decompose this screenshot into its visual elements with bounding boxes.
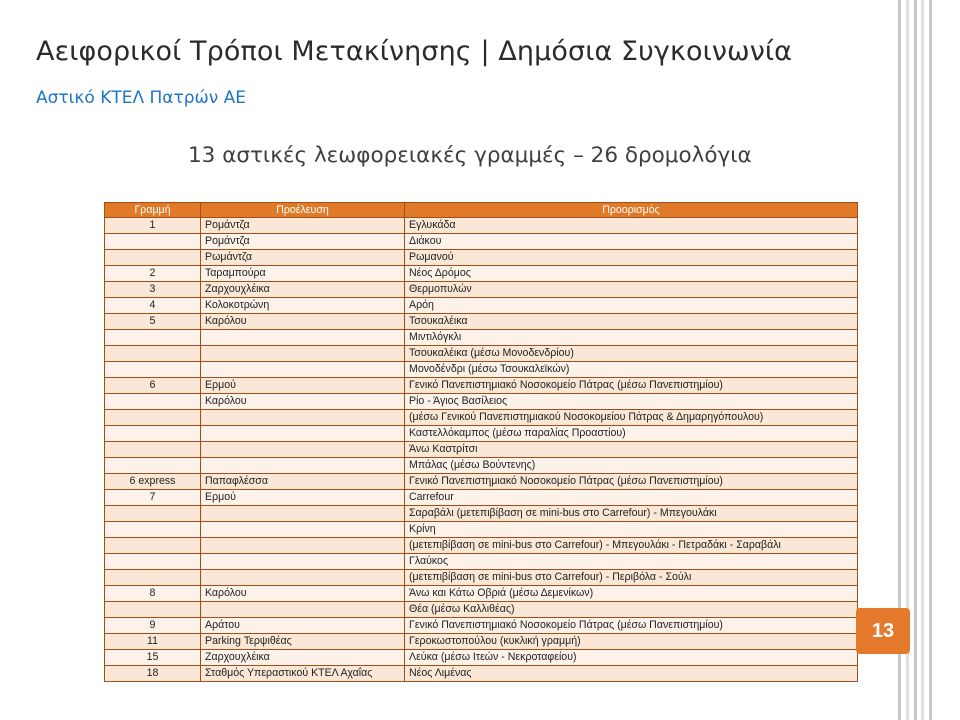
origin-cell (201, 410, 405, 426)
table-row (105, 586, 858, 602)
table-row (105, 330, 858, 346)
origin-cell (201, 538, 405, 554)
table-row (105, 426, 858, 442)
destination-cell: Άνω Καστρίτσι (405, 442, 858, 458)
line-cell (105, 602, 201, 618)
line-cell: 11 (105, 634, 201, 650)
origin-cell: Ζαρχουχλέικα (201, 650, 405, 666)
page-number-badge: 13 (856, 608, 910, 654)
destination-cell: Ρίο - Άγιος Βασίλειος (405, 394, 858, 410)
line-cell (105, 538, 201, 554)
table-row (105, 458, 858, 474)
line-cell: 15 (105, 650, 201, 666)
line-cell: 8 (105, 586, 201, 602)
table-row (105, 394, 858, 410)
table-row (105, 218, 858, 234)
destination-cell: (μέσω Γενικού Πανεπιστημιακού Νοσοκομείου Πάτρας & Δημαρηγόπουλου) (405, 410, 858, 426)
line-cell (105, 522, 201, 538)
origin-cell (201, 506, 405, 522)
destination-cell: Τσουκαλέικα (405, 314, 858, 330)
origin-cell (201, 362, 405, 378)
origin-cell (201, 554, 405, 570)
line-cell: 5 (105, 314, 201, 330)
page-subtitle: Αστικό ΚΤΕΛ Πατρών ΑΕ (36, 88, 247, 108)
routes-table-body (105, 218, 858, 682)
table-row (105, 474, 858, 490)
destination-cell: Άνω και Κάτω Οβριά (μέσω Δεμενίκων) (405, 586, 858, 602)
origin-cell (201, 522, 405, 538)
destination-cell: Γλαύκος (405, 554, 858, 570)
table-row (105, 314, 858, 330)
line-cell (105, 442, 201, 458)
table-row (105, 266, 858, 282)
table-row (105, 570, 858, 586)
line-cell: 1 (105, 218, 201, 234)
header-origin: Προέλευση (201, 203, 405, 218)
line-cell (105, 250, 201, 266)
table-row (105, 346, 858, 362)
origin-cell (201, 442, 405, 458)
origin-cell: Καρόλου (201, 314, 405, 330)
line-cell: 3 (105, 282, 201, 298)
origin-cell: Καρόλου (201, 586, 405, 602)
table-row (105, 522, 858, 538)
table-row (105, 666, 858, 682)
table-row (105, 618, 858, 634)
section-heading: 13 αστικές λεωφορειακές γραμμές – 26 δρομολόγια (188, 143, 752, 168)
line-cell: 2 (105, 266, 201, 282)
table-row (105, 378, 858, 394)
line-cell (105, 426, 201, 442)
destination-cell: Μονοδένδρι (μέσω Τσουκαλεϊκών) (405, 362, 858, 378)
destination-cell: Μπάλας (μέσω Βούντενης) (405, 458, 858, 474)
line-cell (105, 506, 201, 522)
origin-cell: Ερμού (201, 490, 405, 506)
destination-cell: Νέος Δρόμος (405, 266, 858, 282)
destination-cell: Θερμοπυλών (405, 282, 858, 298)
destination-cell: Carrefour (405, 490, 858, 506)
line-cell (105, 234, 201, 250)
destination-cell: Τσουκαλέικα (μέσω Μονοδενδρίου) (405, 346, 858, 362)
origin-cell: Καρόλου (201, 394, 405, 410)
destination-cell: (μετεπιβίβαση σε mini-bus στο Carrefour) - Μπεγουλάκι - Πετραδάκι - Σαραβάλι (405, 538, 858, 554)
line-cell (105, 362, 201, 378)
origin-cell (201, 458, 405, 474)
line-cell: 7 (105, 490, 201, 506)
table-row (105, 506, 858, 522)
table-row (105, 282, 858, 298)
destination-cell: Γενικό Πανεπιστημιακό Νοσοκομείο Πάτρας (μέσω Πανεπιστημίου) (405, 378, 858, 394)
routes-table (104, 202, 858, 682)
line-cell (105, 554, 201, 570)
origin-cell: Ζαρχουχλέικα (201, 282, 405, 298)
destination-cell: Εγλυκάδα (405, 218, 858, 234)
line-cell (105, 458, 201, 474)
destination-cell: Γεροκωστοπούλου (κυκλική γραμμή) (405, 634, 858, 650)
origin-cell: Ρωμάντζα (201, 250, 405, 266)
destination-cell: Κρίνη (405, 522, 858, 538)
destination-cell: Αρόη (405, 298, 858, 314)
destination-cell: Μιντιλόγκλι (405, 330, 858, 346)
origin-cell: Αράτου (201, 618, 405, 634)
table-header-row (105, 203, 858, 218)
table-row (105, 410, 858, 426)
origin-cell: Κολοκοτρώνη (201, 298, 405, 314)
line-cell: 18 (105, 666, 201, 682)
destination-cell: Νέος Λιμένας (405, 666, 858, 682)
line-cell (105, 346, 201, 362)
table-row (105, 250, 858, 266)
table-row (105, 538, 858, 554)
origin-cell: Ταραμπούρα (201, 266, 405, 282)
line-cell: 6 express (105, 474, 201, 490)
line-cell: 6 (105, 378, 201, 394)
page-title: Αειφορικοί Τρόποι Μετακίνησης | Δημόσια Συγκοινωνία (36, 36, 793, 67)
line-cell (105, 570, 201, 586)
origin-cell: Ρομάντζα (201, 218, 405, 234)
line-cell (105, 330, 201, 346)
line-cell: 4 (105, 298, 201, 314)
destination-cell: Ρωμανού (405, 250, 858, 266)
origin-cell (201, 570, 405, 586)
destination-cell: Καστελλόκαμπος (μέσω παραλίας Προαστίου) (405, 426, 858, 442)
origin-cell: Ερμού (201, 378, 405, 394)
origin-cell: Parking Τερψιθέας (201, 634, 405, 650)
line-cell (105, 410, 201, 426)
table-row (105, 442, 858, 458)
table-row (105, 490, 858, 506)
origin-cell (201, 330, 405, 346)
destination-cell: Σαραβάλι (μετεπιβίβαση σε mini-bus στο Carrefour) - Μπεγουλάκι (405, 506, 858, 522)
destination-cell: Διάκου (405, 234, 858, 250)
header-line: Γραμμή (105, 203, 201, 218)
table-row (105, 234, 858, 250)
table-row (105, 298, 858, 314)
origin-cell: Σταθμός Υπεραστικού ΚΤΕΛ Αχαΐας (201, 666, 405, 682)
header-destination: Προορισμός (405, 203, 858, 218)
destination-cell: Θέα (μέσω Καλλιθέας) (405, 602, 858, 618)
origin-cell: Παπαφλέσσα (201, 474, 405, 490)
table-row (105, 362, 858, 378)
origin-cell (201, 346, 405, 362)
origin-cell (201, 426, 405, 442)
table-row (105, 650, 858, 666)
destination-cell: Γενικό Πανεπιστημιακό Νοσοκομείο Πάτρας (μέσω Πανεπιστημίου) (405, 618, 858, 634)
destination-cell: Γενικό Πανεπιστημιακό Νοσοκομείο Πάτρας (μέσω Πανεπιστημίου) (405, 474, 858, 490)
destination-cell: (μετεπιβίβαση σε mini-bus στο Carrefour) - Περιβόλα - Σούλι (405, 570, 858, 586)
line-cell (105, 394, 201, 410)
destination-cell: Λεύκα (μέσω Ιτεών - Νεκροταφείου) (405, 650, 858, 666)
origin-cell (201, 602, 405, 618)
origin-cell: Ρομάντζα (201, 234, 405, 250)
line-cell: 9 (105, 618, 201, 634)
table-row (105, 602, 858, 618)
table-row (105, 634, 858, 650)
table-row (105, 554, 858, 570)
